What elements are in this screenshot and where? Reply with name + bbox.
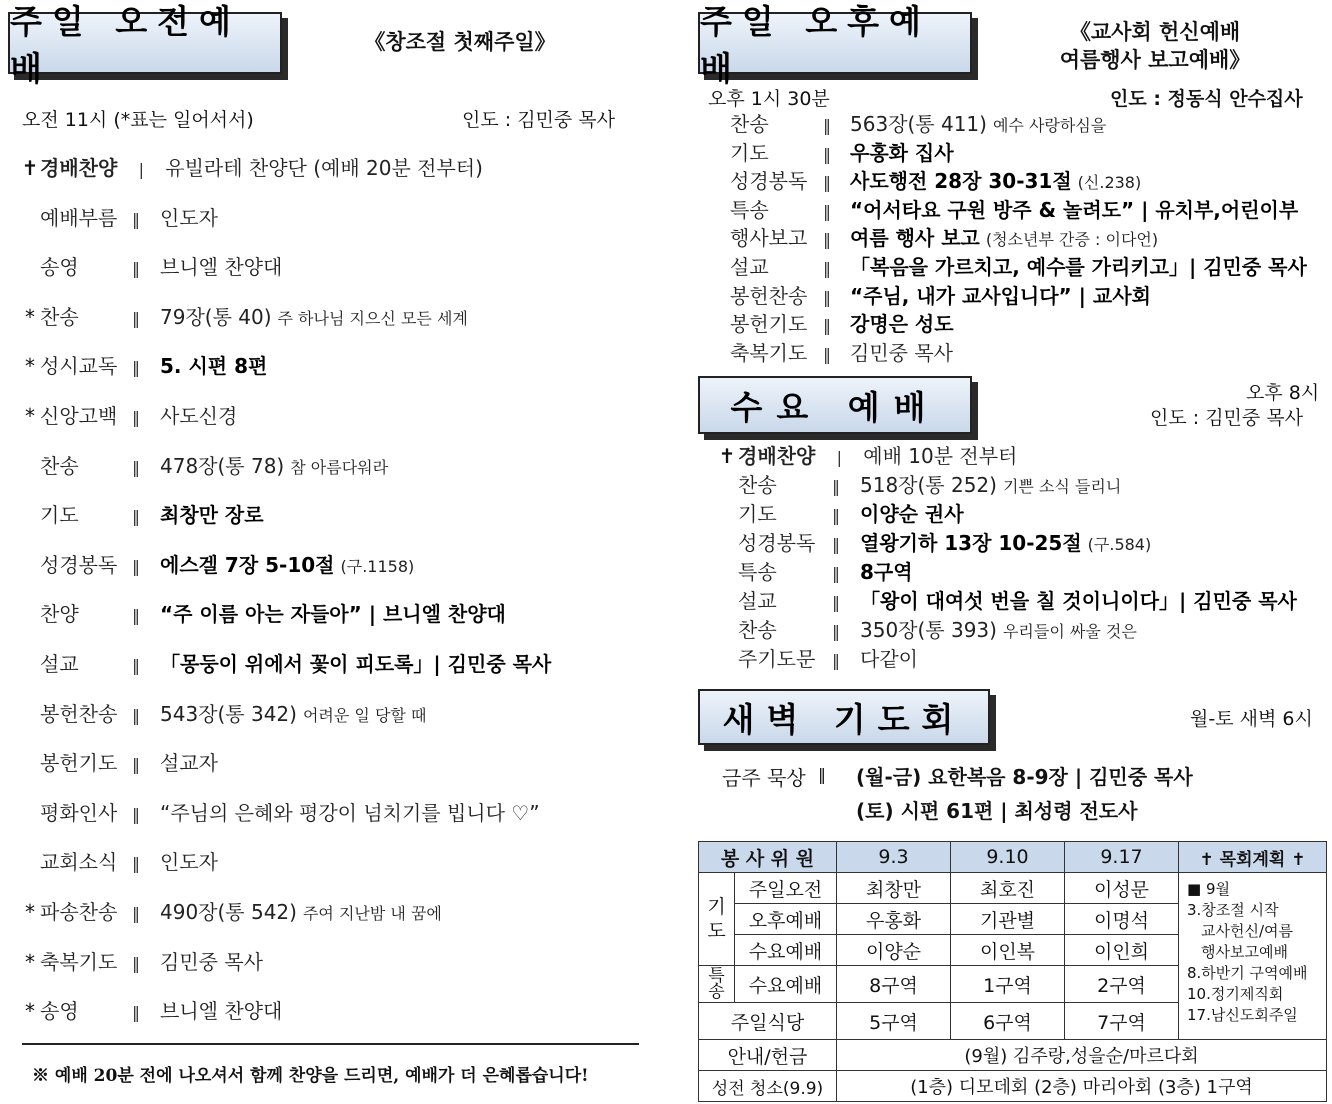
order-separator: ‖ <box>132 408 140 427</box>
plan-item: 3.창조절 시작 <box>1187 901 1279 919</box>
order-separator: ‖ <box>823 287 831 307</box>
order-separator: ‖ <box>832 622 840 641</box>
order-value: 인도자 <box>160 850 218 875</box>
table-cell: 1구역 <box>951 966 1065 1003</box>
plan-item: 행사보고예배 <box>1201 943 1288 961</box>
order-value: 350장(통 393) <box>860 618 997 642</box>
order-note: 예수 사랑하심을 <box>992 116 1107 135</box>
cross-icon: ✝ <box>21 156 39 180</box>
service-table <box>698 841 1327 1102</box>
order-label: 봉헌기도 <box>40 751 118 776</box>
order-separator: ‖ <box>132 656 140 675</box>
order-separator: ‖ <box>823 116 831 135</box>
order-label: 경배찬양 <box>738 444 816 468</box>
order-label: 성경봉독 <box>738 531 816 555</box>
order-value: 인도자 <box>160 205 218 230</box>
order-value: 최창만 장로 <box>160 503 264 528</box>
order-separator: ‖ <box>132 705 140 725</box>
order-separator: ‖ <box>132 953 140 973</box>
order-item <box>716 585 1297 614</box>
table-cell: (9월) 김주랑,성을순/마르다회 <box>837 1040 1327 1071</box>
cross-icon: ✝ <box>718 444 736 468</box>
order-item <box>20 896 442 925</box>
table-cell: 6구역 <box>951 1003 1065 1040</box>
dawn-line1: (월-금) 요한복음 8-9장 | 김민중 목사 <box>856 765 1193 789</box>
plan-item: 17.남신도회주일 <box>1187 1006 1298 1024</box>
row-label: 주일오전 <box>735 873 837 904</box>
plan-header: ✝ 목회계획 ✝ <box>1179 842 1327 873</box>
order-note: (청소년부 간증 : 이다언) <box>985 230 1159 250</box>
afternoon-subtitle-line2: 여름행사 보고예배》 <box>1059 48 1251 72</box>
table-cell: (1층) 디모데회 (2층) 마리아회 (3층) 1구역 <box>837 1071 1327 1102</box>
order-separator: ‖ <box>823 230 831 250</box>
order-label: 찬송 <box>738 618 777 642</box>
order-item <box>730 165 1141 194</box>
order-separator: ‖ <box>132 259 140 279</box>
order-value: 543장(통 342) <box>160 701 297 726</box>
order-item <box>20 400 237 429</box>
order-label: 성경봉독 <box>730 169 808 194</box>
order-value: 518장(통 252) <box>860 473 997 497</box>
order-separator: | <box>138 160 144 179</box>
table-cell: 이성문 <box>1065 873 1179 904</box>
order-item <box>730 280 1151 309</box>
order-item <box>20 251 282 280</box>
order-separator: ‖ <box>132 209 140 229</box>
group-special-text: 특 송 <box>708 966 725 1002</box>
order-separator: ‖ <box>132 1003 140 1023</box>
stand-mark: * <box>25 949 35 974</box>
order-label: 기도 <box>40 503 79 528</box>
morning-notice-divider <box>22 1043 639 1045</box>
plan-item: ■ 9월 <box>1187 880 1230 898</box>
order-value: 에스겔 7장 5-10절 <box>160 552 335 577</box>
order-item <box>716 643 918 672</box>
dawn-title <box>698 689 990 745</box>
table-cell: 최호진 <box>951 873 1065 904</box>
table-row <box>699 873 1327 904</box>
row-label: 수요예배 <box>735 935 837 966</box>
order-note: (구.1158) <box>340 556 415 576</box>
afternoon-subtitle-line1: 《교사회 헌신예배 <box>1069 20 1241 44</box>
order-item <box>716 469 1121 498</box>
order-value: 브니엘 찬양대 <box>160 999 283 1024</box>
table-row <box>699 1071 1327 1102</box>
morning-leader: 인도 : 김민중 목사 <box>462 109 615 131</box>
order-value: 「몽둥이 위에서 꽃이 피도록」| 김민중 목사 <box>160 652 552 676</box>
order-label: 기도 <box>730 140 769 165</box>
order-label: 기도 <box>738 502 777 526</box>
order-value: 김민중 목사 <box>850 340 953 365</box>
group-special <box>699 966 735 1003</box>
order-label: 예배부름 <box>40 205 118 230</box>
order-value: 5. 시편 8편 <box>160 354 268 379</box>
order-item <box>716 440 1017 469</box>
order-separator: ‖ <box>132 358 140 378</box>
afternoon-subtitle <box>1040 18 1270 74</box>
order-label: 경배찬양 <box>40 156 118 180</box>
order-value: 사도신경 <box>160 404 238 428</box>
order-separator: ‖ <box>832 593 840 612</box>
order-item <box>20 301 468 330</box>
order-note: (구.584) <box>1087 535 1152 554</box>
plan-item: 교사헌신/여름 <box>1201 922 1293 940</box>
order-value: 김민중 목사 <box>160 949 263 974</box>
order-item <box>20 846 218 875</box>
order-label: 봉헌기도 <box>730 312 808 337</box>
order-value: 열왕기하 13장 10-25절 <box>860 531 1082 555</box>
order-label: 봉헌찬송 <box>40 701 118 726</box>
order-item <box>20 995 282 1024</box>
order-value: 이양순 권사 <box>860 502 964 526</box>
order-value: 사도행전 28장 30-31절 <box>850 169 1072 194</box>
order-value: 예배 10분 전부터 <box>863 444 1018 468</box>
service-header: 봉 사 위 원 <box>699 842 837 873</box>
order-value: 강명은 성도 <box>850 312 954 337</box>
order-separator: ‖ <box>823 173 831 193</box>
order-separator: ‖ <box>823 259 831 278</box>
group-prayer-text: 기 도 <box>707 896 726 942</box>
order-label: 봉헌찬송 <box>730 283 808 308</box>
wednesday-leader: 인도 : 김민중 목사 <box>1150 407 1303 429</box>
order-value: 8구역 <box>860 560 913 584</box>
order-value: 우홍화 집사 <box>850 140 954 165</box>
morning-time: 오전 11시 (*표는 일어서서) <box>22 109 254 131</box>
order-label: 설교 <box>730 255 769 279</box>
order-value: “주 이름 아는 자들아” | 브니엘 찬양대 <box>160 602 506 627</box>
order-item <box>716 527 1151 556</box>
order-item <box>730 222 1158 251</box>
order-separator: ‖ <box>132 904 140 923</box>
order-item <box>730 194 1298 223</box>
order-label: 축복기도 <box>730 340 808 365</box>
morning-notice: ※ 예배 20분 전에 나오셔서 함께 찬양을 드리면, 예배가 더 은혜롭습니다! <box>32 1066 589 1086</box>
order-value: 490장(통 542) <box>160 900 297 924</box>
plan-item: 8.하반기 구역예배 <box>1187 964 1308 982</box>
table-cell: 이명석 <box>1065 904 1179 935</box>
order-separator: ‖ <box>132 507 140 527</box>
stand-mark: * <box>25 354 35 379</box>
row-label: 오후예배 <box>735 904 837 935</box>
order-separator: ‖ <box>832 651 840 670</box>
order-value: 유빌라테 찬양단 (예배 20분 전부터) <box>165 156 483 180</box>
order-separator: ‖ <box>823 201 831 221</box>
order-item <box>20 648 551 677</box>
wednesday-title-text: 수요 예배 <box>730 387 940 427</box>
morning-title-text: 주일 오전예배 <box>10 2 241 88</box>
order-label: 특송 <box>730 197 769 222</box>
order-item <box>730 308 954 337</box>
order-value: 다같이 <box>860 647 918 671</box>
order-label: 주기도문 <box>738 647 816 671</box>
order-separator: ‖ <box>832 535 840 554</box>
dawn-line2: (토) 시편 61편 | 최성령 전도사 <box>856 799 1138 823</box>
order-separator: ‖ <box>132 755 140 775</box>
dawn-time: 월-토 새벽 6시 <box>1190 708 1313 730</box>
order-separator: ‖ <box>832 506 840 525</box>
order-item <box>730 337 953 366</box>
order-separator: ‖ <box>132 308 140 328</box>
order-label: 설교 <box>738 589 777 613</box>
order-note: 우리들이 싸울 것은 <box>1002 622 1137 641</box>
row-label: 안내/헌금 <box>699 1040 837 1071</box>
table-cell: 최창만 <box>837 873 951 904</box>
row-label: 주일식당 <box>699 1003 837 1040</box>
order-label: 성경봉독 <box>40 552 118 577</box>
table-cell: 2구역 <box>1065 966 1179 1003</box>
order-value: 설교자 <box>160 751 218 776</box>
order-label: 성시교독 <box>40 354 118 379</box>
dawn-bar: ‖ <box>818 765 826 784</box>
table-row <box>699 1040 1327 1071</box>
order-item <box>20 946 263 975</box>
order-value: 563장(통 411) <box>850 112 987 136</box>
afternoon-title <box>698 2 972 88</box>
order-separator: ‖ <box>132 556 140 576</box>
afternoon-time: 오후 1시 30분 <box>708 88 830 110</box>
row-label: 성전 청소(9.9) <box>699 1071 837 1102</box>
order-separator: ‖ <box>823 316 831 336</box>
order-label: 찬양 <box>40 602 79 627</box>
order-label: 평화인사 <box>40 800 118 825</box>
order-item <box>20 202 218 231</box>
plan-item: 10.정기제직회 <box>1187 985 1284 1003</box>
order-item <box>716 614 1137 643</box>
order-label: 찬송 <box>730 112 769 136</box>
order-item <box>20 747 218 776</box>
afternoon-title-text: 주일 오후예배 <box>700 2 931 88</box>
order-separator: ‖ <box>132 854 140 874</box>
order-item <box>716 498 964 527</box>
order-separator: ‖ <box>823 144 831 164</box>
date-col-2: 9.10 <box>951 842 1065 873</box>
order-item <box>20 797 540 826</box>
order-label: 파송찬송 <box>40 900 118 924</box>
order-label: 행사보고 <box>730 226 808 251</box>
order-value: “주님의 은혜와 평강이 넘치기를 빕니다 ♡” <box>160 800 540 825</box>
table-cell: 5구역 <box>837 1003 951 1040</box>
morning-title <box>8 2 282 88</box>
stand-mark: * <box>25 900 35 924</box>
order-item <box>730 251 1307 280</box>
order-item <box>20 598 506 627</box>
order-item <box>20 450 388 479</box>
order-item <box>730 108 1106 137</box>
order-item <box>730 137 954 166</box>
order-value: 79장(통 40) <box>160 304 272 329</box>
wednesday-time: 오후 8시 <box>1246 382 1320 404</box>
order-label: 설교 <box>40 652 79 676</box>
morning-subtitle: 《창조절 첫째주일》 <box>364 30 556 54</box>
dawn-label: 금주 묵상 <box>722 766 806 790</box>
service-table-header-row <box>699 842 1327 873</box>
order-item <box>20 499 264 528</box>
order-label: 특송 <box>738 560 777 584</box>
afternoon-leader: 인도 : 정동식 안수집사 <box>1110 88 1303 110</box>
table-cell: 8구역 <box>837 966 951 1003</box>
order-note: 주 하나님 지으신 모든 세계 <box>277 308 468 328</box>
order-separator: ‖ <box>832 477 840 496</box>
plan-cell <box>1179 873 1327 1040</box>
table-cell: 기관별 <box>951 904 1065 935</box>
table-cell: 우홍화 <box>837 904 951 935</box>
order-label: 신앙고백 <box>40 404 118 428</box>
order-separator: ‖ <box>823 344 831 364</box>
order-item <box>716 556 913 585</box>
table-cell: 7구역 <box>1065 1003 1179 1040</box>
order-separator: ‖ <box>132 606 140 626</box>
order-separator: ‖ <box>132 804 140 824</box>
order-value: 「왕이 대여섯 번을 칠 것이니이다」| 김민중 목사 <box>860 589 1297 613</box>
order-label: 찬송 <box>738 473 777 497</box>
order-value: 브니엘 찬양대 <box>160 255 283 280</box>
row-label: 수요예배 <box>735 966 837 1003</box>
order-label: 축복기도 <box>40 949 118 974</box>
order-item <box>20 549 414 578</box>
table-cell: 이인복 <box>951 935 1065 966</box>
order-label: 송영 <box>40 999 79 1024</box>
order-separator: ‖ <box>832 564 840 583</box>
stand-mark: * <box>25 404 35 428</box>
group-prayer <box>699 873 735 966</box>
stand-mark: * <box>25 999 35 1024</box>
order-item <box>20 698 426 727</box>
order-note: 참 아름다워라 <box>290 457 389 477</box>
order-label: 교회소식 <box>40 850 118 875</box>
order-separator: | <box>836 448 842 467</box>
order-label: 찬송 <box>40 304 79 329</box>
order-value: 「복음을 가르치고, 예수를 가리키고」| 김민중 목사 <box>850 255 1307 279</box>
date-col-1: 9.3 <box>837 842 951 873</box>
order-note: 기쁜 소식 들리니 <box>1002 477 1122 496</box>
order-note: 어려운 일 당할 때 <box>302 705 427 725</box>
order-note: 주여 지난밤 내 꿈에 <box>302 904 442 923</box>
order-note: (신.238) <box>1077 173 1142 193</box>
table-cell: 이양순 <box>837 935 951 966</box>
order-item <box>20 350 267 379</box>
order-value: 478장(통 78) <box>160 453 285 478</box>
order-value: 여름 행사 보고 <box>850 226 980 251</box>
stand-mark: * <box>25 304 35 329</box>
order-label: 찬송 <box>40 453 79 478</box>
dawn-title-text: 새벽 기도회 <box>722 699 966 739</box>
table-cell: 이인희 <box>1065 935 1179 966</box>
order-value: “어서타요 구원 방주 & 놀려도” | 유치부,어린이부 <box>850 197 1299 222</box>
order-item <box>20 152 483 181</box>
order-value: “주님, 내가 교사입니다” | 교사회 <box>850 283 1151 308</box>
wednesday-title <box>698 376 972 434</box>
order-label: 송영 <box>40 255 79 280</box>
date-col-3: 9.17 <box>1065 842 1179 873</box>
order-separator: ‖ <box>132 457 140 477</box>
